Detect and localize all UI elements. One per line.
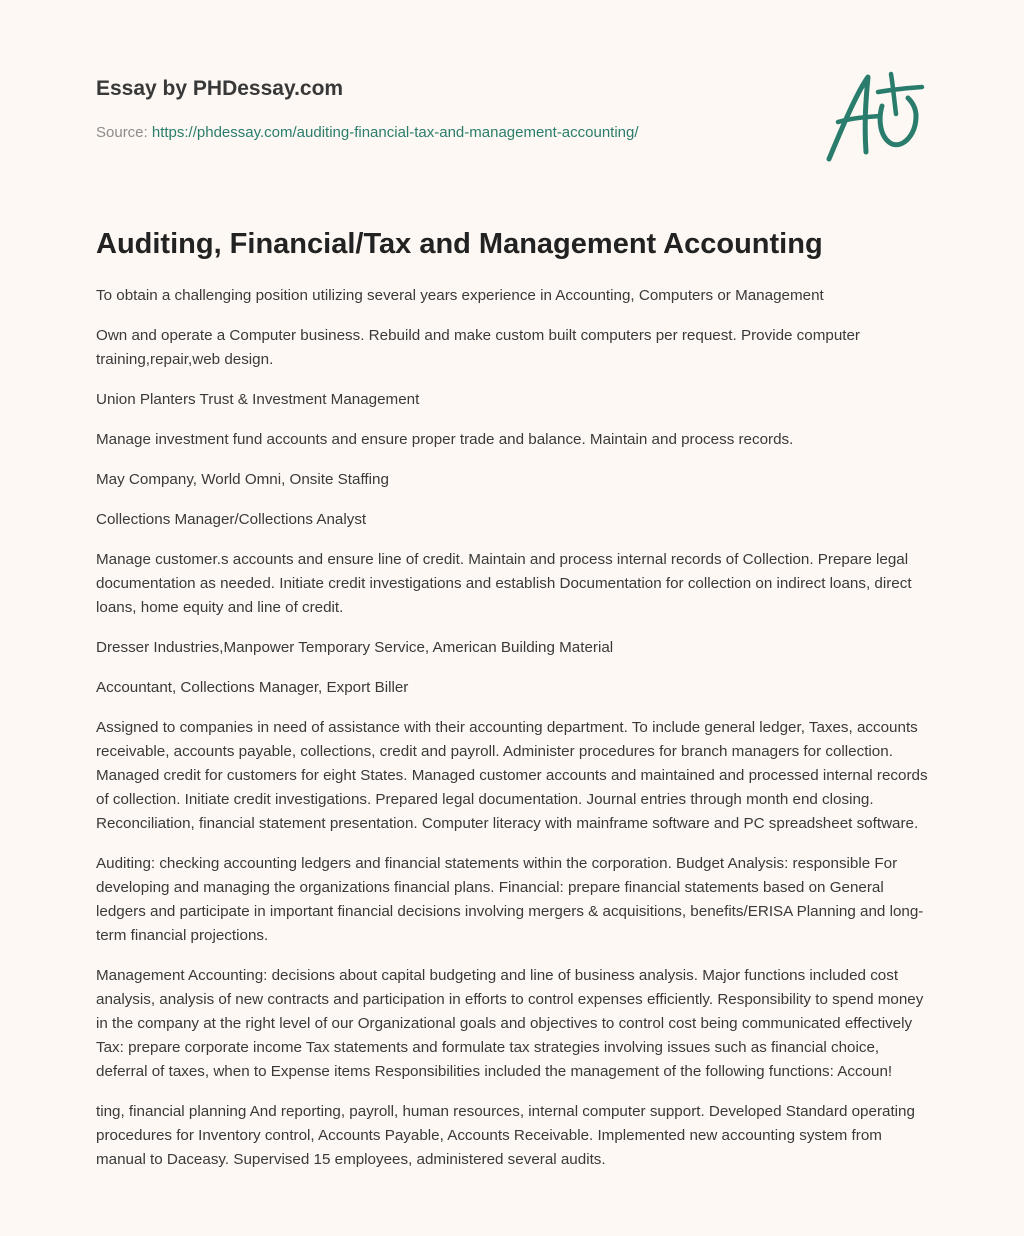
paragraph: ting, financial planning And reporting, payroll, human resources, internal computer support. Developed Standard operating procedures for Inventory control, Accounts Payable, Accounts Receivable. Implemented new accounting system from manual to Daceasy. Supervised 15 employees, administered several audits. [96, 1103, 915, 1168]
source-link[interactable]: https://phdessay.com/auditing-financial-tax-and-management-accounting/ [151, 124, 639, 141]
paragraph: Dresser Industries,Manpower Temporary Service, American Building Material [96, 639, 614, 656]
source-line [96, 123, 796, 143]
paragraph: Manage investment fund accounts and ensure proper trade and balance. Maintain and process records. [96, 431, 794, 448]
paragraph: Union Planters Trust & Investment Management [96, 391, 420, 408]
page-header [96, 74, 796, 143]
paragraph: Accountant, Collections Manager, Export Biller [96, 679, 409, 696]
paragraph: Management Accounting: decisions about capital budgeting and line of business analysis. Major functions included cost analysis, analysis of new contracts and participation in efforts to control expenses efficiently. Responsibility to spend money in the company at the right level of our Organizational goals and objectives to control cost being communicated effectively Tax: prepare corporate income Tax statements and formulate tax strategies involving issues such as financial choice, deferral of taxes, when to Expense items Responsibilities included the management of the following functions: Accoun! [96, 967, 924, 1080]
paragraph: Assigned to companies in need of assistance with their accounting department. To include general ledger, Taxes, accounts receivable, accounts payable, collections, credit and payroll. Administer procedures for branch managers for collection. Managed credit for customers for eight States. Managed customer accounts and maintained and processed internal records of collection. Initiate credit investigations. Prepared legal documentation. Journal entries through month end closing. Reconciliation, financial statement presentation. Computer literacy with mainframe software and PC spreadsheet software. [96, 719, 928, 832]
paragraph: Manage customer.s accounts and ensure line of credit. Maintain and process internal records of Collection. Prepare legal documentation as needed. Initiate credit investigations and establish Documentation for collection on indirect loans, direct loans, home equity and line of credit. [96, 551, 912, 616]
paragraph: May Company, World Omni, Onsite Staffing [96, 471, 389, 488]
paragraph: Auditing: checking accounting ledgers and financial statements within the corporation. Budget Analysis: responsible For developing and managing the organizations financial plans. Financial: prepare financial statements based on General ledgers and participate in important financial decisions involving mergers & acquisitions, benefits/ERISA Planning and long-term financial projections. [96, 855, 924, 944]
a-plus-grade-logo-icon [822, 68, 928, 164]
paragraph: Own and operate a Computer business. Rebuild and make custom built computers per request. Provide computer training,repair,web design. [96, 327, 860, 368]
paragraph: To obtain a challenging position utilizing several years experience in Accounting, Computers or Management [96, 287, 824, 304]
essay-title: Auditing, Financial/Tax and Management Accounting [96, 228, 823, 260]
brand-title: Essay by PHDessay.com [96, 77, 344, 100]
essay-body [96, 284, 934, 1188]
source-label: Source: [96, 124, 152, 141]
paragraph: Collections Manager/Collections Analyst [96, 511, 367, 528]
